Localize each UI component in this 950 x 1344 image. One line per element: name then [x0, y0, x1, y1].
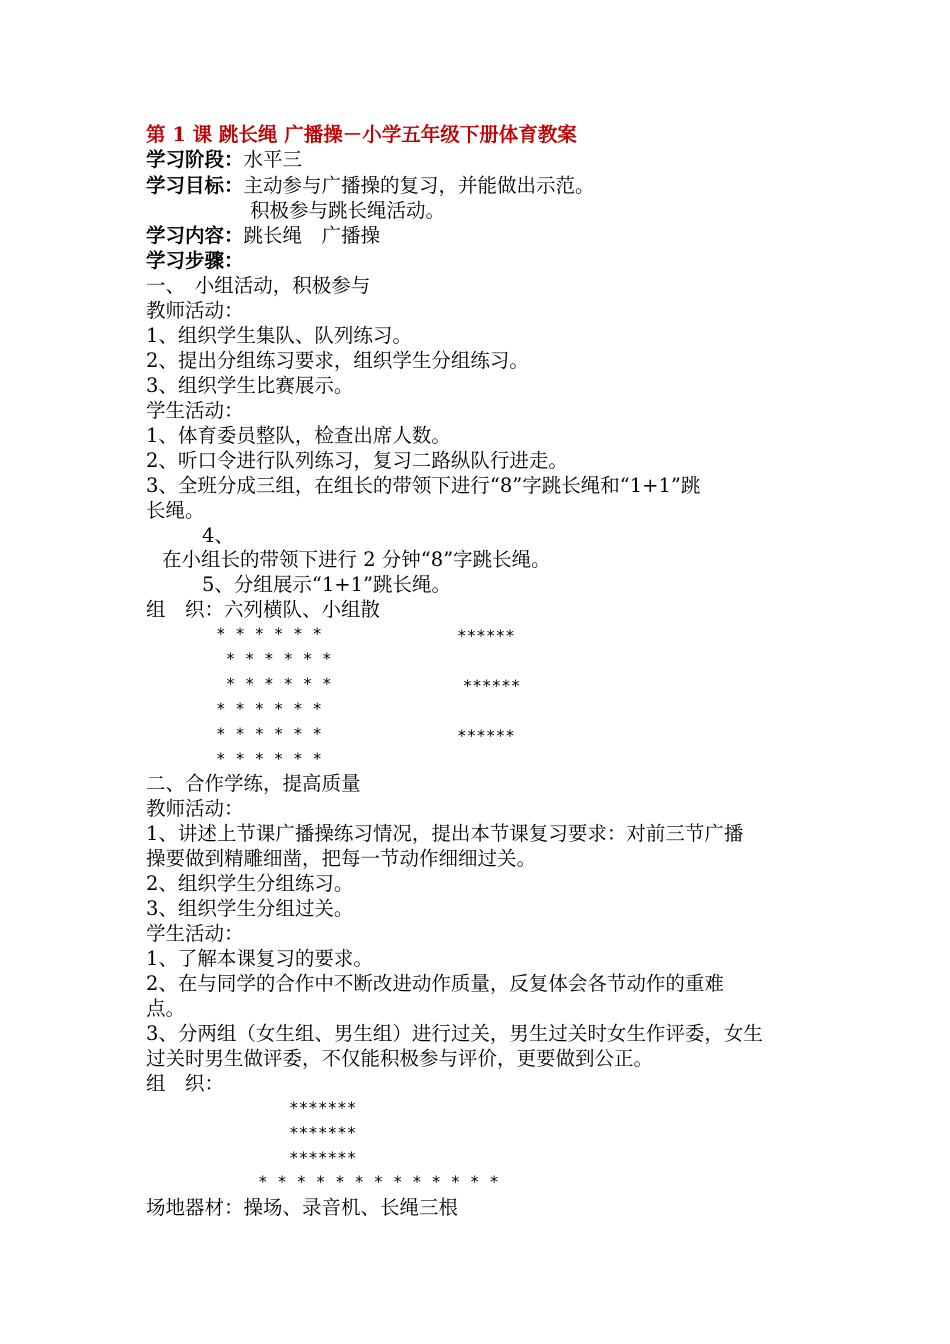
formation-row: * * * * * *	[216, 674, 332, 693]
formation-group: ******	[457, 726, 515, 745]
section2-student-item: 2、在与同学的合作中不断改进动作质量，反复体会各节动作的重难	[146, 972, 724, 995]
equipment-label: 场地器材：	[146, 1196, 244, 1219]
section1-student-item: 3、全班分成三组，在组长的带领下进行“8”字跳长绳和“1+1”跳	[146, 474, 701, 497]
section1-student-label: 学生活动：	[146, 399, 244, 422]
stage-value: 水平三	[243, 148, 303, 171]
formation-row: * * * * * *	[216, 624, 322, 643]
formation-group: ******	[457, 626, 515, 645]
formation-row: *******	[289, 1148, 357, 1167]
section1-student-item: 5、分组展示“1+1”跳长绳。	[202, 573, 451, 596]
section2-org-label: 组 织：	[146, 1072, 225, 1095]
formation-row: * * * * * * * * * * * * *	[258, 1172, 499, 1191]
section1-student-item: 2、听口令进行队列练习，复习二路纵队行进走。	[146, 449, 568, 472]
content-label: 学习内容：	[146, 224, 244, 247]
stage-line	[146, 148, 302, 172]
section1-teacher-item: 3、组织学生比赛展示。	[146, 374, 354, 397]
stage-label: 学习阶段：	[146, 148, 244, 171]
goal-value-1: 主动参与广播操的复习，并能做出示范。	[243, 174, 595, 197]
section1-student-item: 长绳。	[146, 499, 205, 522]
formation-row: * * * * * *	[216, 649, 332, 668]
section1-student-item: 4、	[202, 524, 234, 547]
formation-group: ******	[453, 676, 521, 695]
section1-teacher-item: 2、提出分组练习要求，组织学生分组练习。	[146, 349, 529, 372]
section2-teacher-label: 教师活动：	[146, 797, 244, 820]
section2-teacher-item: 3、组织学生分组过关。	[146, 897, 354, 920]
steps-label: 学习步骤：	[146, 249, 244, 272]
section1-teacher-item: 1、组织学生集队、队列练习。	[146, 324, 412, 347]
equipment-line	[146, 1196, 458, 1220]
section2-heading: 二、合作学练，提高质量	[146, 772, 361, 795]
section1-student-item: 在小组长的带领下进行 2 分钟“8”字跳长绳。	[162, 548, 551, 571]
section1-org-label: 组 织：六列横队、小组散	[146, 598, 381, 621]
goal-value-2: 积极参与跳长绳活动。	[250, 199, 446, 222]
section2-teacher-item: 操要做到精雕细凿，把每一节动作细细过关。	[146, 847, 537, 870]
formation-row: * * * * * *	[216, 724, 322, 743]
section2-teacher-item: 1、讲述上节课广播操练习情况，提出本节课复习要求：对前三节广播	[146, 822, 744, 845]
section1-heading: 一、 小组活动，积极参与	[146, 274, 371, 297]
section2-student-item: 1、了解本课复习的要求。	[146, 947, 373, 970]
goal-label: 学习目标：	[146, 174, 244, 197]
section2-student-label: 学生活动：	[146, 922, 244, 945]
section2-student-item: 3、分两组（女生组、男生组）进行过关，男生过关时女生作评委，女生	[146, 1022, 763, 1045]
formation-row: *******	[289, 1123, 357, 1142]
formation-row: *******	[289, 1098, 357, 1117]
content-value: 跳长绳 广播操	[243, 224, 381, 247]
goal-line	[146, 174, 595, 198]
lesson-title: 第 1 课 跳长绳 广播操－小学五年级下册体育教案	[146, 123, 577, 146]
formation-row: * * * * * *	[216, 749, 322, 768]
section2-teacher-item: 2、组织学生分组练习。	[146, 872, 354, 895]
content-line	[146, 224, 380, 248]
section1-teacher-label: 教师活动：	[146, 299, 244, 322]
formation-row: * * * * * *	[216, 699, 322, 718]
section2-student-item: 过关时男生做评委，不仅能积极参与评价，更要做到公正。	[146, 1047, 654, 1070]
section1-student-item: 1、体育委员整队，检查出席人数。	[146, 424, 451, 447]
equipment-value: 操场、录音机、长绳三根	[243, 1196, 459, 1219]
section2-student-item: 点。	[146, 997, 186, 1020]
